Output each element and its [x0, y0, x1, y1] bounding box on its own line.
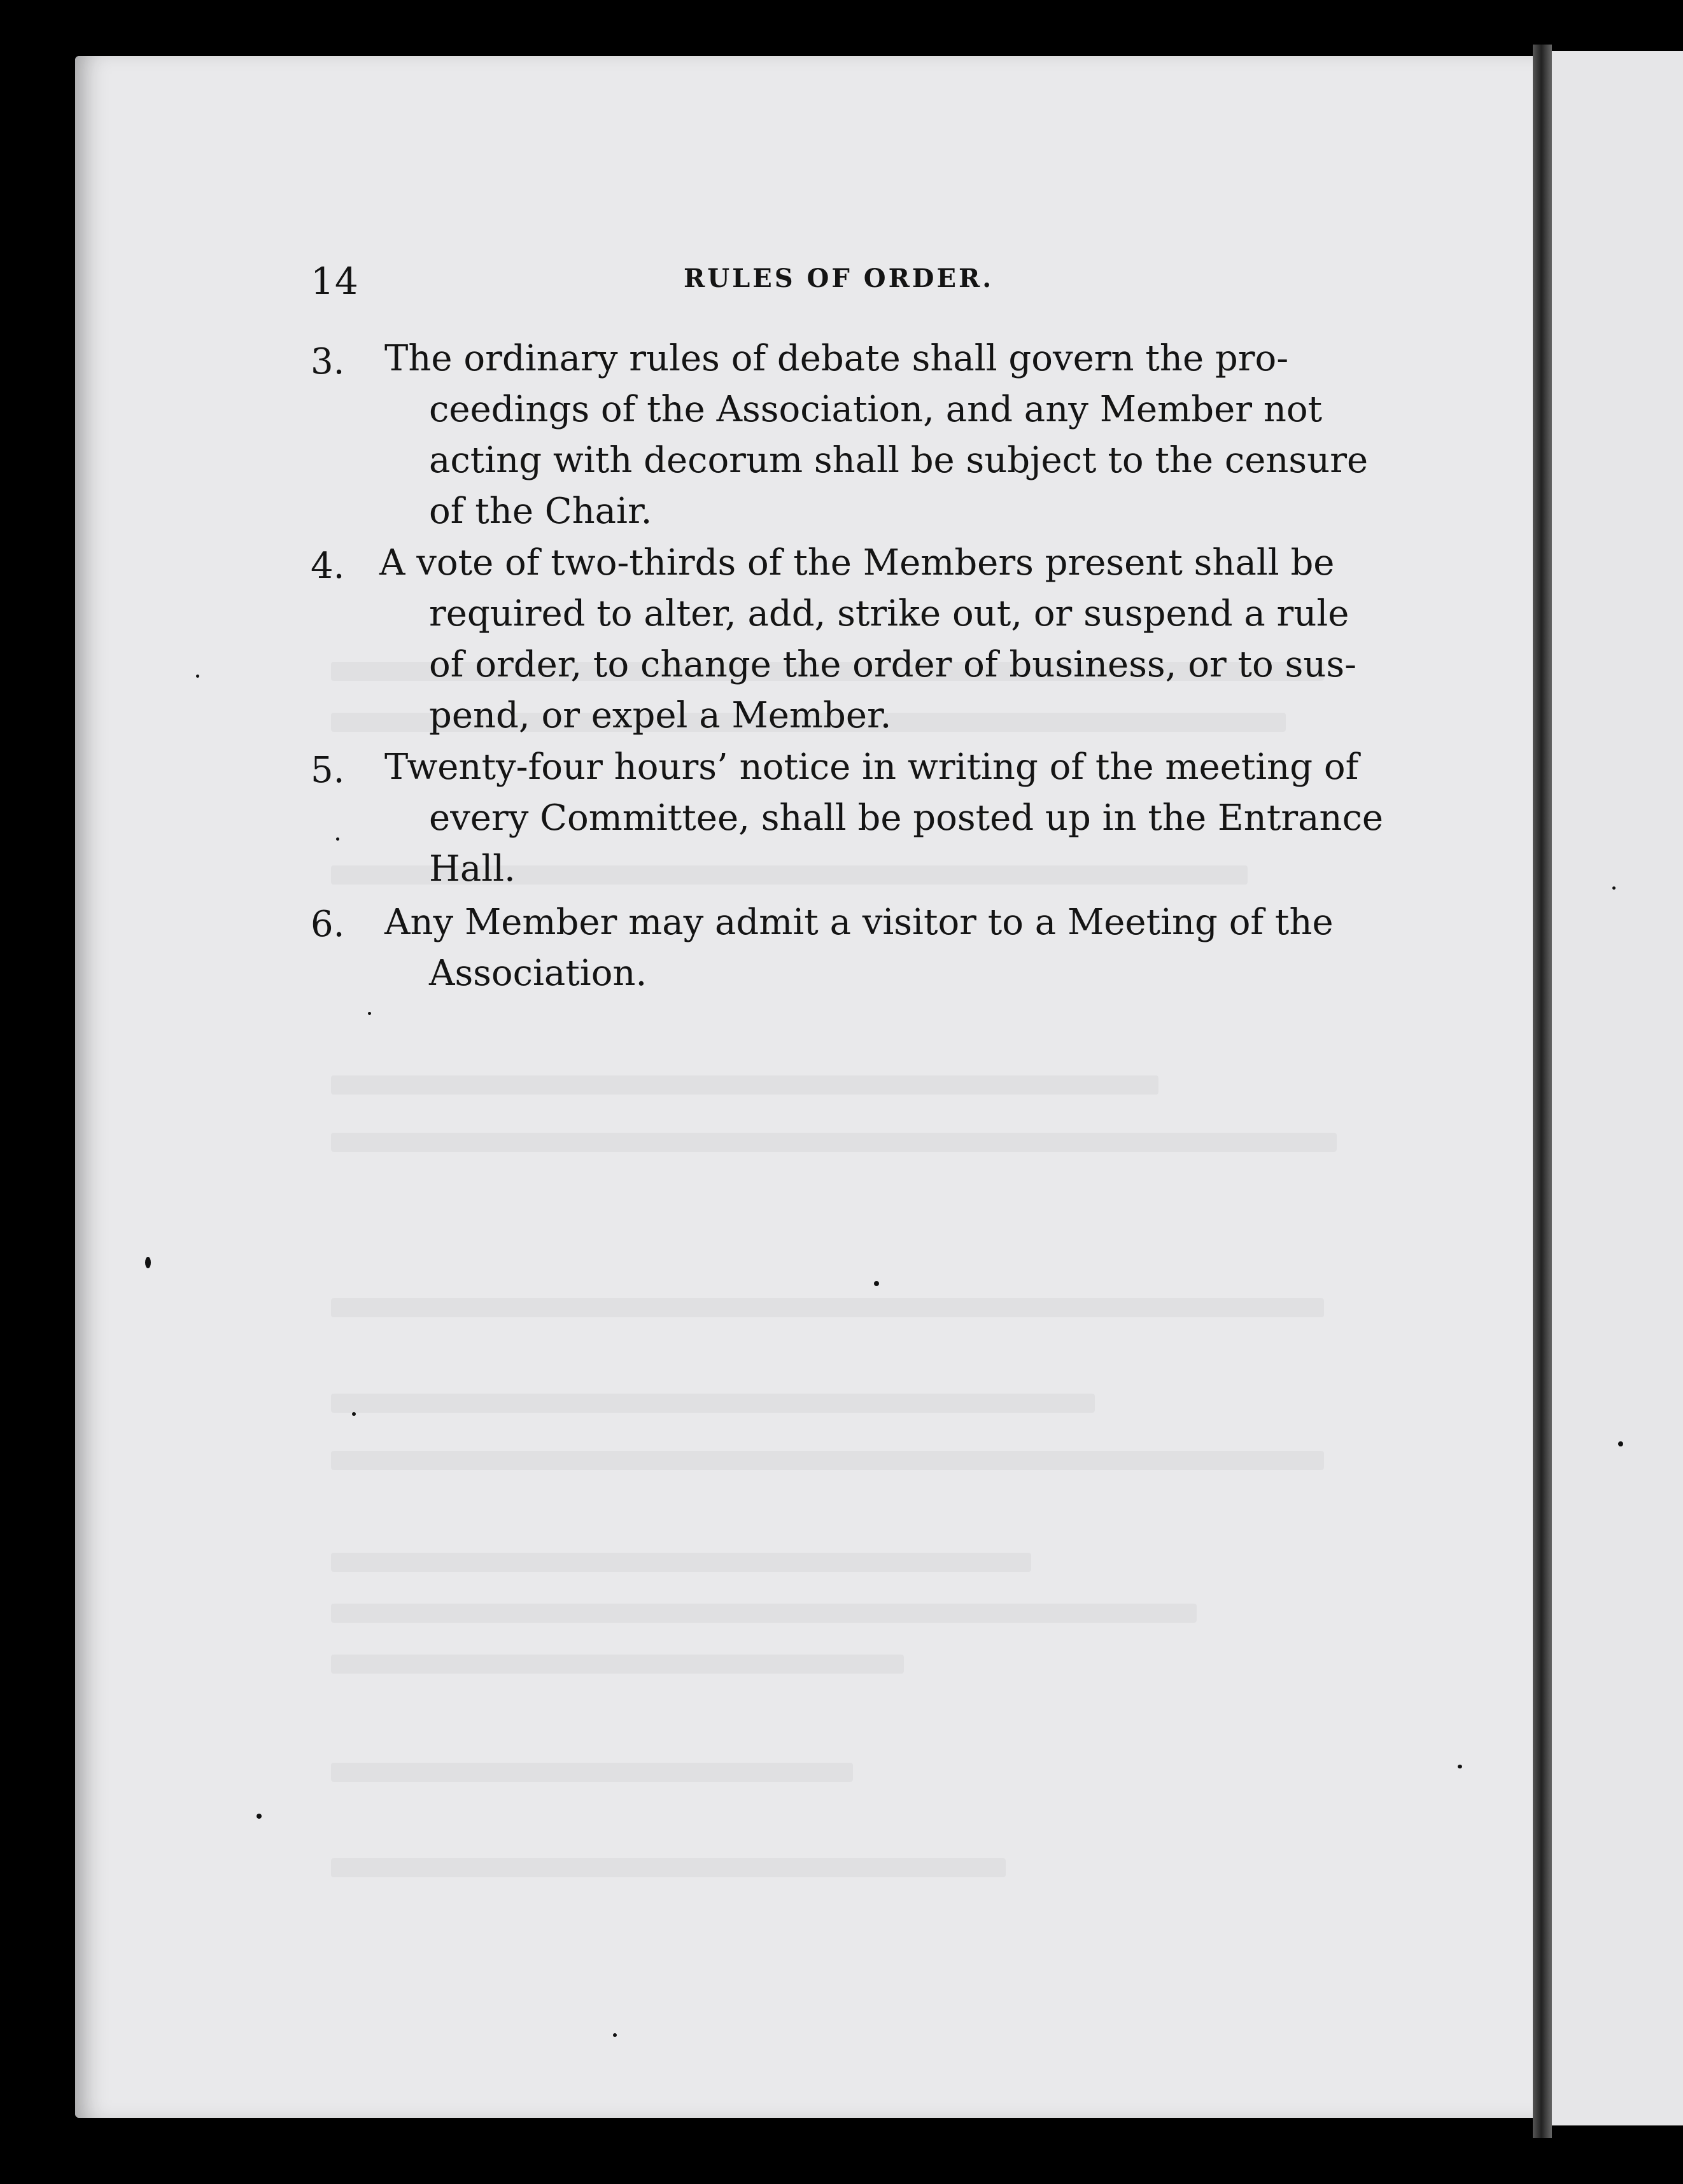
rule-line: pend, or expel a Member.	[429, 695, 892, 736]
scan-speck	[874, 1281, 879, 1286]
rule-line: of the Chair.	[429, 491, 652, 532]
rule-item	[311, 897, 1393, 999]
scan-speck	[1612, 886, 1616, 890]
running-head: RULES OF ORDER.	[684, 263, 994, 293]
scan-speck	[145, 1257, 151, 1268]
book-gutter	[1533, 45, 1552, 2138]
rule-line: Any Member may admit a visitor to a Meeting of the	[384, 902, 1334, 943]
bleed-through-line	[331, 1763, 853, 1782]
scan-speck	[352, 1412, 356, 1416]
rule-item	[311, 742, 1393, 895]
bleed-through-line	[331, 1655, 904, 1674]
rule-number: 5.	[311, 750, 345, 791]
rule-line: acting with decorum shall be subject to the censure	[429, 440, 1369, 481]
bleed-through-line	[331, 1075, 1158, 1095]
rule-item	[311, 538, 1393, 741]
bleed-through-line	[331, 1394, 1095, 1413]
bleed-through-line	[331, 1133, 1337, 1152]
rule-line: A vote of two-thirds of the Members present shall be	[379, 542, 1335, 584]
scan-speck	[196, 675, 199, 678]
bleed-through-line	[331, 1298, 1324, 1317]
rule-line: required to alter, add, strike out, or suspend a rule	[429, 593, 1349, 634]
rule-number: 4.	[311, 545, 345, 587]
rule-line: every Committee, shall be posted up in the Entrance	[429, 797, 1384, 839]
page-number: 14	[311, 260, 359, 303]
rule-line: Association.	[429, 953, 647, 994]
rule-number: 3.	[311, 341, 345, 382]
scan-speck	[336, 837, 339, 841]
scan-speck	[1618, 1441, 1623, 1446]
scan-speck	[613, 2033, 617, 2037]
rule-item	[311, 333, 1393, 537]
rule-line: ceedings of the Association, and any Member not	[429, 389, 1323, 430]
bleed-through-line	[331, 1858, 1006, 1877]
rule-line: Hall.	[429, 848, 516, 890]
rule-number: 6.	[311, 904, 345, 945]
scan-speck	[1458, 1765, 1462, 1768]
bleed-through-line	[331, 1451, 1324, 1470]
scan-speck	[257, 1814, 262, 1819]
book-page-right-edge	[1552, 51, 1683, 2125]
rule-line: The ordinary rules of debate shall govern the pro-	[384, 338, 1289, 379]
bleed-through-line	[331, 1553, 1031, 1572]
bleed-through-line	[331, 1604, 1197, 1623]
scan-speck	[368, 1012, 371, 1015]
rule-line: of order, to change the order of business, or to sus-	[429, 644, 1357, 685]
rule-line: Twenty-four hours’ notice in writing of the meeting of	[384, 746, 1359, 788]
